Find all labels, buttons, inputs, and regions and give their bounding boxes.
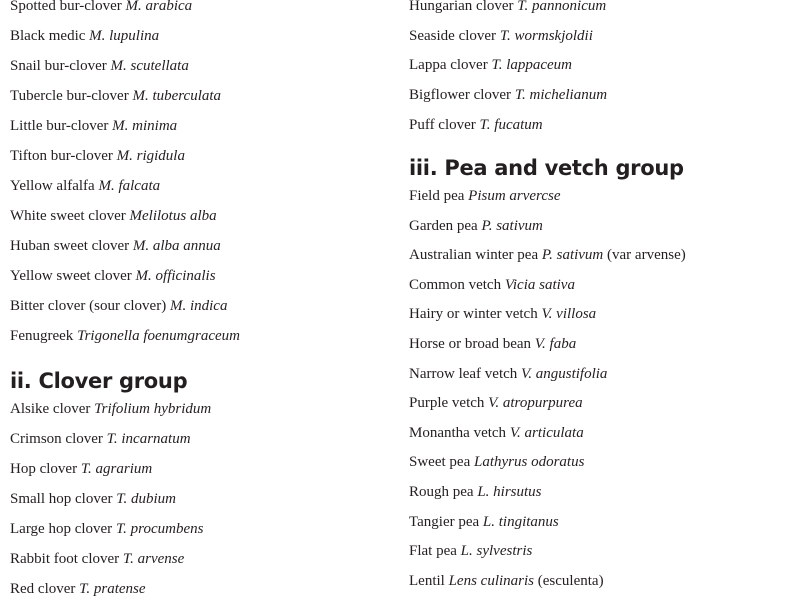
species-entry	[10, 267, 216, 285]
scientific-name: T. pratense	[79, 581, 146, 597]
species-entry	[409, 27, 593, 45]
common-name: Huban sweet clover	[10, 238, 133, 254]
species-entry	[409, 513, 559, 531]
species-entry	[10, 177, 160, 195]
species-entry	[409, 0, 606, 15]
scientific-name: V. angustifolia	[521, 365, 608, 382]
common-name: Alsike clover	[10, 401, 95, 417]
scientific-name: M. arabica	[125, 0, 193, 14]
common-name: Hairy or winter vetch	[409, 306, 542, 323]
scientific-name: T. dubium	[116, 491, 176, 507]
common-name: Hungarian clover	[409, 0, 518, 14]
scientific-name: L. hirsutus	[477, 484, 542, 500]
common-name: White sweet clover	[10, 208, 130, 224]
common-name: Field pea	[409, 188, 469, 204]
common-name: Black medic	[10, 28, 90, 44]
species-entry	[10, 57, 189, 75]
variety-note: (var arvense)	[603, 247, 686, 264]
scientific-name: L. tingitanus	[482, 513, 559, 530]
scientific-name: M. falcata	[98, 178, 161, 194]
common-name: Yellow alfalfa	[10, 178, 99, 194]
scientific-name: P. sativum	[481, 217, 543, 234]
species-entry	[409, 56, 572, 74]
common-name: Monantha vetch	[409, 424, 510, 441]
scientific-name: V. faba	[534, 336, 577, 352]
scientific-name: Trifolium hybridum	[94, 401, 212, 417]
scientific-name: T. incarnatum	[106, 431, 191, 447]
scientific-name: T. agrarium	[80, 461, 153, 477]
scientific-name: T. wormskjoldii	[499, 27, 593, 44]
species-entry	[10, 237, 221, 255]
species-entry	[10, 460, 152, 478]
scientific-name: T. pannonicum	[517, 0, 607, 14]
species-entry	[409, 365, 607, 383]
species-entry	[409, 453, 584, 471]
scientific-name: V. articulata	[509, 424, 584, 441]
species-entry	[10, 207, 217, 225]
common-name: Fenugreek	[10, 328, 78, 344]
common-name: Red clover	[10, 581, 80, 597]
species-entry	[10, 297, 227, 315]
scientific-name: T. procumbens	[115, 521, 204, 537]
species-entry	[409, 335, 576, 353]
species-entry	[409, 305, 596, 323]
common-name: Bitter clover (sour clover)	[10, 298, 170, 314]
common-name: Hop clover	[10, 461, 81, 477]
species-entry	[409, 424, 584, 442]
scientific-name: Melilotus alba	[129, 208, 217, 224]
common-name: Tubercle bur-clover	[10, 88, 133, 104]
species-entry	[10, 550, 184, 568]
species-entry	[409, 483, 542, 501]
species-entry	[10, 490, 176, 508]
scientific-name: M. lupulina	[89, 28, 160, 44]
scientific-name: Trigonella foenumgraceum	[77, 328, 240, 344]
species-entry	[409, 246, 686, 264]
common-name: Sweet pea	[409, 454, 474, 471]
species-entry	[409, 394, 583, 412]
species-entry	[10, 327, 240, 345]
species-entry	[409, 542, 532, 560]
species-entry	[10, 580, 146, 598]
species-entry	[409, 572, 604, 590]
common-name: Puff clover	[409, 116, 480, 133]
common-name: Spotted bur-clover	[10, 0, 126, 14]
scientific-name: T. fucatum	[479, 116, 543, 133]
common-name: Lappa clover	[409, 57, 492, 74]
scientific-name: T. arvense	[122, 551, 185, 567]
common-name: Small hop clover	[10, 491, 117, 507]
common-name: Australian winter pea	[409, 247, 542, 264]
species-entry	[10, 430, 191, 448]
species-entry	[10, 400, 211, 418]
scientific-name: L. sylvestris	[460, 543, 533, 560]
scientific-name: V. atropurpurea	[488, 395, 583, 412]
common-name: Little bur-clover	[10, 118, 113, 134]
species-entry	[10, 27, 159, 45]
scientific-name: Vicia sativa	[504, 276, 575, 293]
scientific-name: Lathyrus odoratus	[473, 454, 585, 471]
scientific-name: M. scutellata	[110, 58, 189, 74]
common-name: Yellow sweet clover	[10, 268, 136, 284]
scientific-name: M. tuberculata	[132, 88, 222, 104]
scientific-name: M. alba annua	[132, 238, 221, 254]
common-name: Rabbit foot clover	[10, 551, 123, 567]
species-entry	[409, 116, 543, 134]
common-name: Tifton bur-clover	[10, 148, 117, 164]
scientific-name: V. villosa	[541, 306, 597, 323]
scientific-name: T. michelianum	[514, 87, 608, 104]
common-name: Bigflower clover	[409, 87, 515, 104]
common-name: Tangier pea	[409, 513, 483, 530]
species-entry	[10, 520, 203, 538]
scientific-name: T. lappaceum	[491, 57, 573, 74]
clover-group-heading: ii. Clover group	[10, 369, 188, 393]
common-name: Seaside clover	[409, 27, 500, 44]
species-entry	[409, 217, 543, 235]
common-name: Snail bur-clover	[10, 58, 111, 74]
scientific-name: Lens culinaris	[448, 572, 535, 589]
common-name: Horse or broad bean	[409, 336, 535, 352]
variety-note: (esculenta)	[534, 572, 604, 589]
scientific-name: M. indica	[169, 298, 228, 314]
common-name: Rough pea	[409, 484, 478, 500]
scientific-name: Pisum arvercse	[468, 188, 561, 204]
scientific-name: M. rigidula	[116, 148, 185, 164]
common-name: Crimson clover	[10, 431, 107, 447]
species-entry	[10, 147, 185, 165]
common-name: Purple vetch	[409, 395, 489, 412]
species-entry	[10, 117, 177, 135]
species-entry	[409, 187, 561, 205]
scientific-name: P. sativum	[541, 247, 604, 264]
common-name: Common vetch	[409, 276, 505, 293]
species-entry	[409, 86, 607, 104]
common-name: Flat pea	[409, 543, 461, 560]
species-entry	[409, 276, 575, 294]
species-entry	[10, 0, 192, 15]
scientific-name: M. officinalis	[135, 268, 216, 284]
species-entry	[10, 87, 221, 105]
common-name: Lentil	[409, 572, 449, 589]
common-name: Large hop clover	[10, 521, 116, 537]
common-name: Narrow leaf vetch	[409, 365, 522, 382]
common-name: Garden pea	[409, 217, 482, 234]
scientific-name: M. minima	[112, 118, 178, 134]
pea-vetch-group-heading: iii. Pea and vetch group	[409, 156, 684, 180]
